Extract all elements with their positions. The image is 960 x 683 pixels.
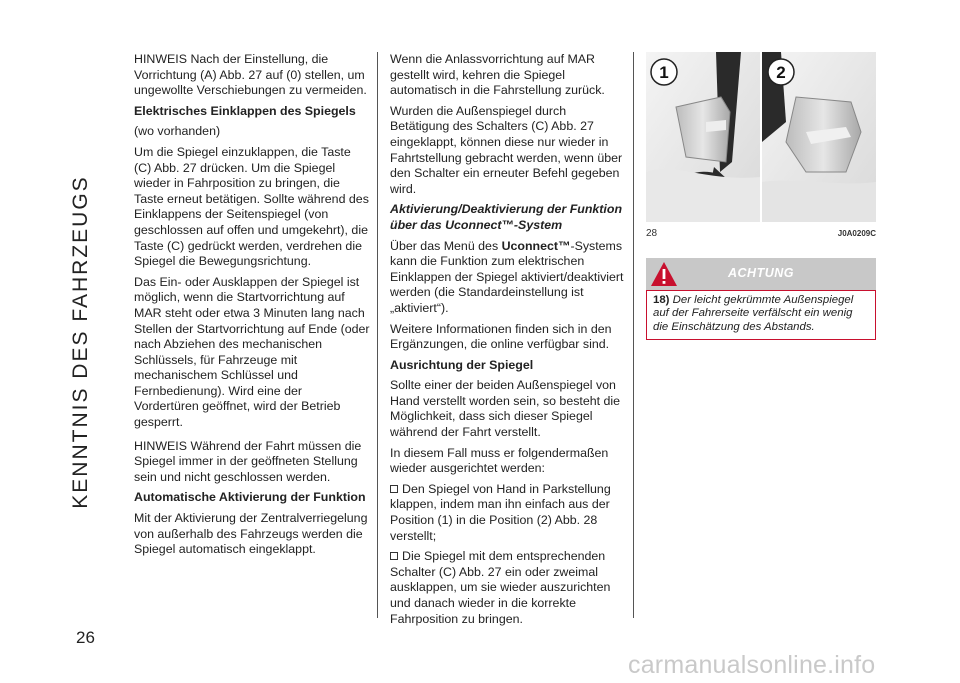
figure-caption bbox=[646, 226, 876, 242]
warning-text: Der leicht gekrümmte Außenspiegel auf der Fahrerseite verfälscht ein wenig die Einschätzung des Abstands. bbox=[653, 293, 854, 333]
position-1-label: 1 bbox=[659, 63, 669, 82]
list-item: Die Spiegel mit dem entsprechenden Schalter (C) Abb. 27 ein oder zweimal ausklappen, um sie wieder auszurichten und danach wieder in die korrekte Fahrposition zu bringen. bbox=[390, 549, 611, 626]
section-heading: Ausrichtung der Spiegel bbox=[390, 357, 534, 372]
mirror-figure bbox=[646, 52, 876, 222]
uconnect-brand: Uconnect™ bbox=[501, 238, 571, 253]
warning-triangle-icon bbox=[650, 261, 678, 287]
paragraph: Wurden die Außenspiegel durch Betätigung des Schalters (C) Abb. 27 eingeklappt, können diese nur wieder in Fahrtstellung gebracht werden, wenn über den Schalter ein erneuter Befehl gegeben wird. bbox=[390, 103, 623, 196]
section-heading: Aktivierung/Deaktivierung der Funktion über das Uconnect™-System bbox=[390, 202, 623, 232]
watermark-text: carmanualsonline.info bbox=[628, 651, 876, 679]
paragraph: In diesem Fall muss er folgendermaßen wieder ausgerichtet werden: bbox=[390, 445, 609, 476]
paragraph: Sollte einer der beiden Außenspiegel von Hand verstellt worden sein, so besteht die Möglichkeit, dass sich dieser Spiegel während der Fahrt verstellt. bbox=[390, 378, 621, 440]
paragraph: (wo vorhanden) bbox=[134, 124, 221, 139]
section-heading: Automatische Aktivierung der Funktion bbox=[134, 490, 366, 505]
mirror-illustration bbox=[646, 52, 876, 222]
figure-code: J0A0209C bbox=[837, 229, 876, 238]
figure-number: 28 bbox=[646, 228, 658, 239]
warning-header bbox=[646, 258, 876, 290]
page-number: 26 bbox=[76, 628, 95, 647]
column-divider-2 bbox=[633, 52, 634, 618]
bullet-square-icon bbox=[390, 485, 398, 493]
text-column-2 bbox=[390, 52, 626, 632]
list-item: Den Spiegel von Hand in Parkstellung klappen, indem man ihn einfach aus der Position (1) in die Position (2) Abb. 28 verstellt; bbox=[390, 481, 611, 543]
text-column-3 bbox=[646, 52, 876, 340]
paragraph: Über das Menü des Uconnect™-Systems kann die Funktion zum elektrischen Einklappen der Spiegel aktiviert/deaktiviert werden (die Standardeinstellung ist „aktiviert“). bbox=[390, 238, 624, 315]
warning-number: 18) bbox=[653, 293, 670, 306]
warning-title: ACHTUNG bbox=[728, 265, 794, 280]
text-column-1 bbox=[134, 52, 370, 563]
section-heading: Elektrisches Einklappen des Spiegels bbox=[134, 103, 356, 118]
paragraph: Mit der Aktivierung der Zentralverriegelung von außerhalb des Fahrzeugs werden die Spiegel automatisch eingeklappt. bbox=[134, 511, 368, 557]
column-divider-1 bbox=[377, 52, 378, 618]
paragraph: Weitere Informationen finden sich in den Ergänzungen, die online verfügbar sind. bbox=[390, 321, 612, 352]
paragraph: Das Ein- oder Ausklappen der Spiegel ist möglich, wenn die Startvorrichtung auf MAR steht oder etwa 3 Minuten lang nach Stellen der Startvorrichtung auf Ende (oder nach Abziehen des mechanischen Schlüssels, für Fahrzeuge mit mechanischem Schlüssel und Fernbedienung). Wird eine der Vordertüren geöffnet, wird der Betrieb gesperrt. bbox=[134, 274, 370, 430]
paragraph: HINWEIS Während der Fahrt müssen die Spiegel immer in der geöffneten Stellung sein und nicht geschlossen werden. bbox=[134, 438, 362, 484]
sidebar-title: KENNTNIS DES FAHRZEUGS bbox=[69, 175, 92, 509]
bullet-square-icon bbox=[390, 552, 398, 560]
warning-body bbox=[646, 290, 876, 341]
position-2-label: 2 bbox=[776, 63, 786, 82]
paragraph: Um die Spiegel einzuklappen, die Taste (C) Abb. 27 drücken. Um die Spiegel wieder in Fahrposition zu bringen, die Taste erneut betätigen. Sollte während des Einklappens der Seitenspiegel (von geschlossen auf offen und umgekehrt), die Taste (C) gedrückt werden, verdrehen die Spiegel die Bewegungsrichtung. bbox=[134, 144, 369, 269]
paragraph: HINWEIS Nach der Einstellung, die Vorrichtung (A) Abb. 27 auf (0) stellen, um ungewollte Verschiebungen zu vermeiden. bbox=[134, 52, 367, 98]
paragraph: Wenn die Anlassvorrichtung auf MAR gestellt wird, kehren die Spiegel automatisch in die Fahrstellung zurück. bbox=[390, 52, 605, 98]
